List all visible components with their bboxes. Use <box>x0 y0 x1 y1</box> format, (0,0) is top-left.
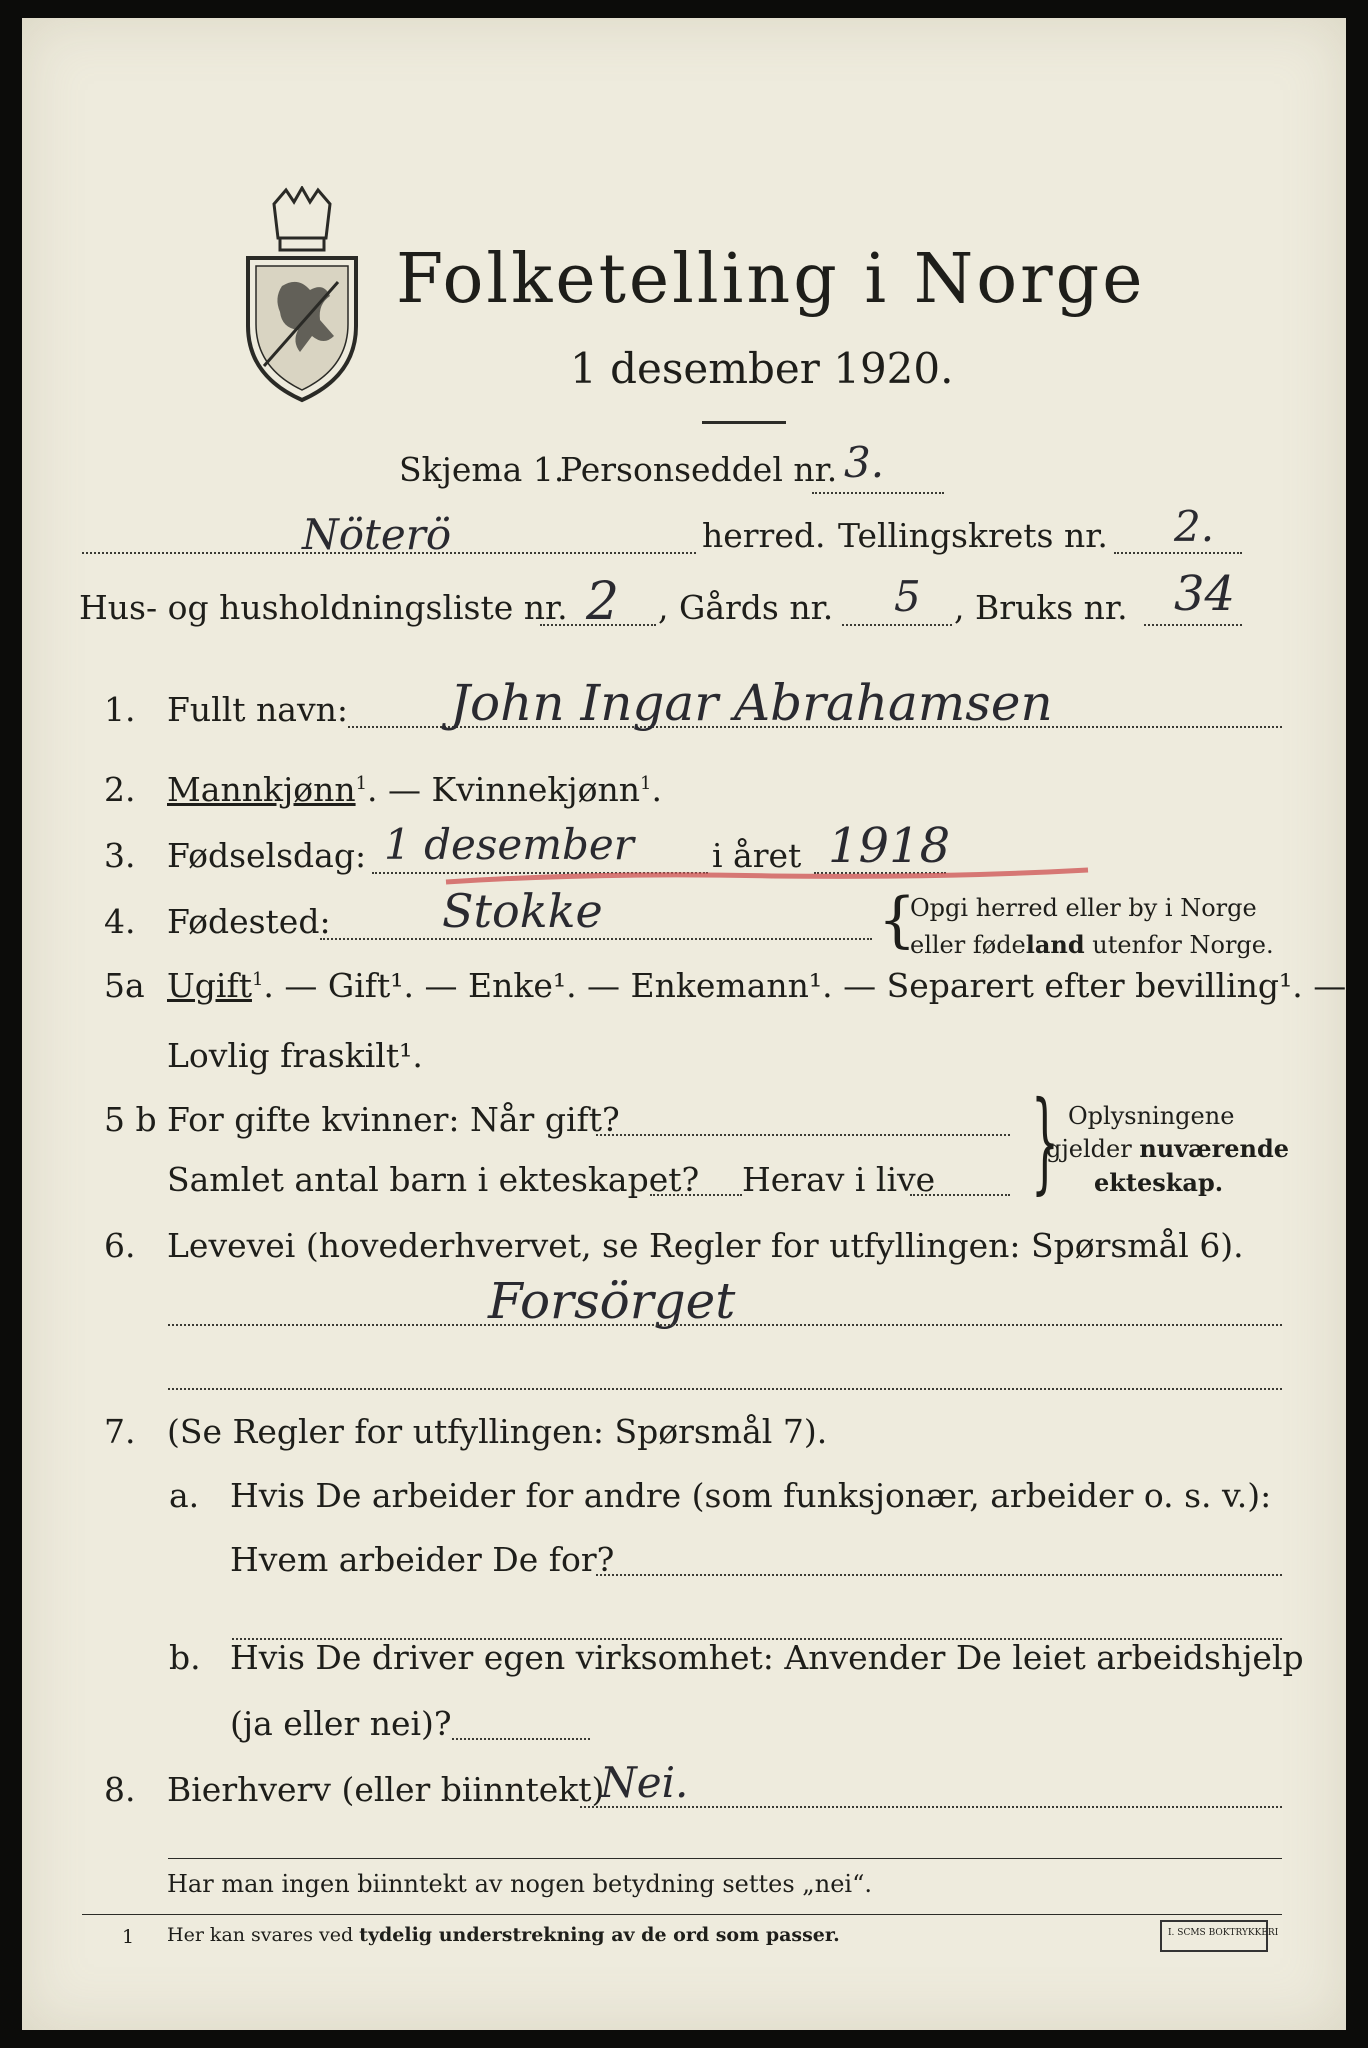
q6-field-line1 <box>168 1324 1282 1326</box>
q7a-line2: Hvem arbeider De for? <box>230 1540 615 1579</box>
bruks-label: , Bruks nr. <box>954 588 1128 627</box>
schema-label: Skjema 1. <box>399 450 565 489</box>
hus-label: Hus- og husholdningsliste nr. <box>79 588 568 627</box>
q4-note-brace: { <box>878 885 917 955</box>
q1-label: Fullt navn: <box>167 690 348 729</box>
footnote-divider <box>82 1914 1282 1915</box>
male-option[interactable]: Mannkjønn <box>167 770 356 809</box>
footnote-text-b: tydelig understrekning av de ord som passer. <box>359 1924 840 1946</box>
form-title: Folketelling i Norge <box>396 240 1146 319</box>
q5b-line1: For gifte kvinner: Når gift? <box>167 1100 620 1139</box>
q4-note-b: land <box>1025 930 1085 959</box>
person-label: Personseddel nr. <box>560 450 838 489</box>
q8-bottom-line <box>168 1858 1282 1859</box>
q5a-number: 5a <box>104 966 145 1005</box>
q5b-line2: Samlet antal barn i ekteskapet? <box>167 1160 700 1199</box>
q4-note-line1: Opgi herred eller by i Norge <box>910 894 1257 922</box>
footnote-number: 1 <box>122 1926 135 1948</box>
q8-number: 8. <box>104 1770 136 1809</box>
q4-note-c: utenfor Norge. <box>1084 931 1274 959</box>
q5b-note2b: nuværende <box>1139 1134 1290 1163</box>
q3-label: Fødselsdag: <box>167 836 367 875</box>
q2-options: Mannkjønn$^1$. — Kvinnekjønn$^1$. <box>167 770 662 809</box>
q2-number: 2. <box>104 770 136 809</box>
q4-field-line <box>320 938 872 940</box>
title-divider <box>702 421 786 424</box>
nei-note: Har man ingen biinntekt av nogen betydning settes „nei“. <box>167 1870 872 1898</box>
q6-label: Levevei (hovederhvervet, se Regler for utfyllingen: Spørsmål 6). <box>167 1226 1244 1265</box>
q7a-text: Hvis De arbeider for andre (som funksjonær, arbeider o. s. v.): <box>230 1476 1272 1515</box>
q5a-rest: . — Gift¹. — Enke¹. — Enkemann¹. — Separert efter bevilling¹. — <box>263 966 1347 1005</box>
q4-label: Fødested: <box>167 902 331 941</box>
person-field-line <box>812 492 944 494</box>
q4-note-line2 <box>910 930 1274 959</box>
gards-label: , Gårds nr. <box>658 588 834 627</box>
q7-number: 7. <box>104 1412 136 1451</box>
full-name-value[interactable]: John Ingar Abrahamsen <box>450 674 1053 732</box>
q7a-field-line1 <box>596 1574 1282 1576</box>
herred-value[interactable]: Nöterö <box>302 510 452 559</box>
ugift-option[interactable]: Ugift <box>167 966 252 1005</box>
q7b-line2: (ja eller nei)? <box>230 1704 452 1743</box>
q5b-note2a: gjelder <box>1046 1135 1140 1163</box>
printer-stamp-text: I. SCMS BOKTRYKKERI <box>1168 1928 1279 1938</box>
census-form <box>22 18 1346 2030</box>
female-option[interactable]: Kvinnekjønn <box>431 770 641 809</box>
birth-year-value[interactable]: 1918 <box>828 818 951 874</box>
q3-number: 3. <box>104 836 136 875</box>
liste-value[interactable]: 2 <box>586 572 620 632</box>
footnote-text-a: Her kan svares ved <box>167 1924 360 1946</box>
krets-value[interactable]: 2. <box>1174 502 1215 551</box>
q4-note-a: eller føde <box>910 931 1026 959</box>
gards-field-line <box>842 624 952 626</box>
q5a-line2: Lovlig fraskilt¹. <box>167 1036 423 1075</box>
q6-field-line2 <box>168 1388 1282 1390</box>
coat-of-arms-icon <box>234 186 370 408</box>
q5b-herav-label: Herav i live <box>742 1160 936 1199</box>
q7b-field-line <box>452 1738 590 1740</box>
q5b-alive-line <box>910 1194 1010 1196</box>
krets-field-line <box>1114 552 1242 554</box>
year-label: i året <box>712 836 802 875</box>
herred-label: herred. <box>702 516 826 555</box>
birthplace-value[interactable]: Stokke <box>442 884 603 938</box>
q1-number: 1. <box>104 690 136 729</box>
q2-end: . <box>651 770 662 809</box>
q6-number: 6. <box>104 1226 136 1265</box>
bruks-field-line <box>1144 624 1242 626</box>
side-income-value[interactable]: Nei. <box>600 1758 689 1807</box>
q7a-letter: a. <box>169 1476 200 1515</box>
bruks-value[interactable]: 34 <box>1174 566 1236 622</box>
q5b-note2 <box>1046 1134 1289 1163</box>
footnote-text <box>167 1924 840 1946</box>
q7-label: (Se Regler for utfyllingen: Spørsmål 7). <box>167 1412 828 1451</box>
q7b-text: Hvis De driver egen virksomhet: Anvender De leiet arbeidshjelp <box>230 1638 1304 1677</box>
person-number-value[interactable]: 3. <box>844 438 885 487</box>
birthday-value[interactable]: 1 desember <box>384 820 634 869</box>
q5b-when-line <box>596 1134 1010 1136</box>
krets-label: Tellingskrets nr. <box>838 516 1108 555</box>
q7b-letter: b. <box>169 1638 201 1677</box>
q5b-note1: Oplysningene <box>1068 1102 1235 1130</box>
q4-number: 4. <box>104 902 136 941</box>
q5b-children-line <box>650 1194 742 1196</box>
q5b-note3: ekteskap. <box>1094 1168 1224 1197</box>
q2-separator: . — <box>367 770 432 809</box>
occupation-value[interactable]: Forsörget <box>488 1272 736 1330</box>
gards-value[interactable]: 5 <box>894 572 921 621</box>
q5a-options: Ugift$^1$. — Gift¹. — Enke¹. — Enkemann¹. — Separert efter bevilling¹. — <box>167 966 1347 1005</box>
q5b-number: 5 b <box>104 1100 157 1139</box>
q5b-note-brace: } <box>1031 1077 1059 1205</box>
printer-stamp <box>1160 1920 1279 1952</box>
census-date: 1 desember 1920. <box>570 344 954 393</box>
q8-label: Bierhverv (eller biinntekt) <box>167 1770 605 1809</box>
